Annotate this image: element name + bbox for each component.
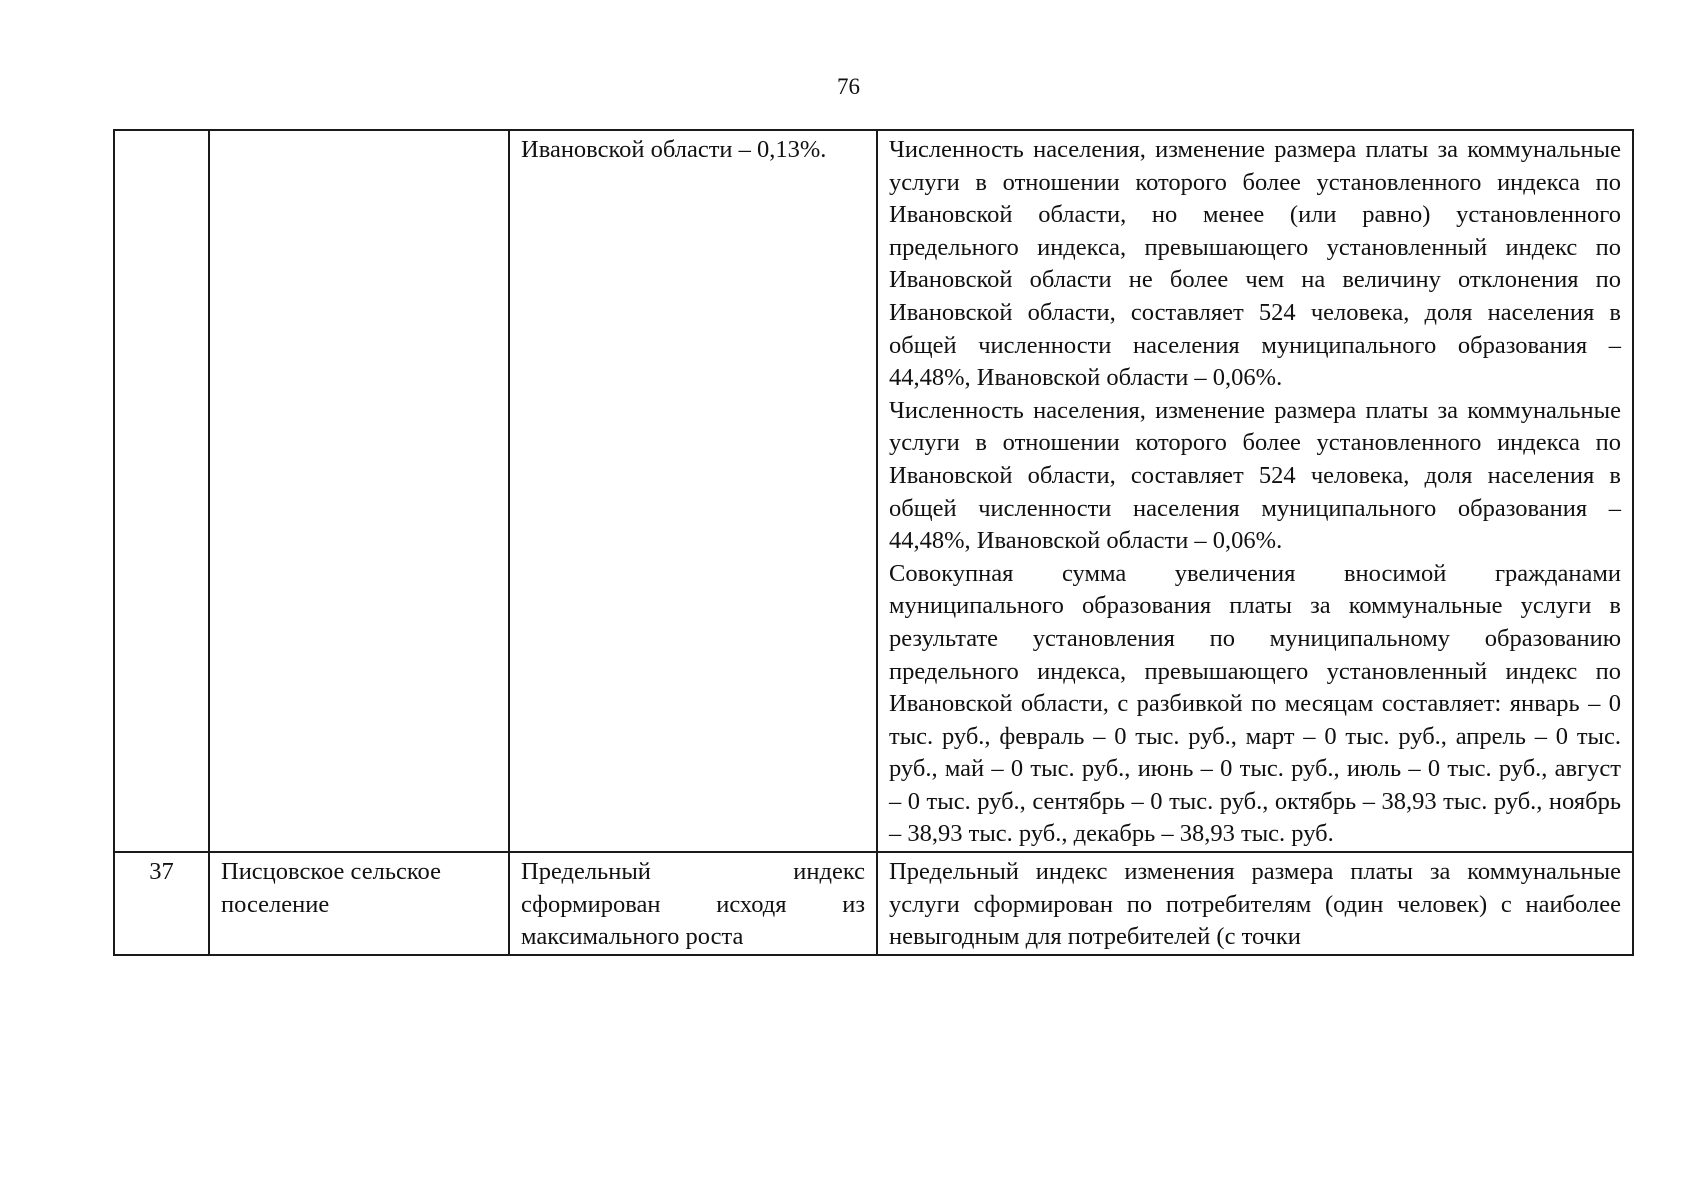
row-number-cell: 37 [114,852,209,955]
basis-text: Ивановской области – 0,13%. [521,136,827,163]
details-cell [877,130,1633,852]
table-row [114,852,1633,955]
details-paragraph: Совокупная сумма увеличения вносимой гражданами муниципального образования платы за коммунальные услуги в результате установления по муниципальному образованию предельного индекса, превышающего установленный индекс по Ивановской области, с разбивкой по месяцам составляет: январь – 0 тыс. руб., февраль – 0 тыс. руб., март – 0 тыс. руб., апрель – 0 тыс. руб., май – 0 тыс. руб., июнь – 0 тыс. руб., июль – 0 тыс. руб., август – 0 тыс. руб., сентябрь – 0 тыс. руб., октябрь – 38,93 тыс. руб., ноябрь – 38,93 тыс. руб., декабрь – 38,93 тыс. руб. [889,559,1621,848]
details-cell [877,852,1633,955]
data-table [113,129,1634,956]
row-number-cell [114,130,209,852]
page-number: 76 [837,74,860,99]
details-paragraph: Предельный индекс изменения размера платы за коммунальные услуги сформирован по потребителям (один человек) с наиболее невыгодным для потребителей (с точки [889,858,1621,951]
municipality-cell [209,130,509,852]
details-paragraph: Численность населения, изменение размера платы за коммунальные услуги в отношении которого более установленного индекса по Ивановской области, составляет 524 человека, доля населения в общей численности населения муниципального образования – 44,48%, Ивановской области – 0,06%. [889,396,1621,555]
basis-cell [509,852,877,955]
details-paragraph: Численность населения, изменение размера платы за коммунальные услуги в отношении которого более установленного индекса по Ивановской области, но менее (или равно) установленного предельного индекса, превышающего установленный индекс по Ивановской области не более чем на величину отклонения по Ивановской области, составляет 524 человека, доля населения в общей численности населения муниципального образования – 44,48%, Ивановской области – 0,06%. [889,136,1621,392]
table-row [114,130,1633,852]
basis-text: Предельный индекс сформирован исходя из максимального роста [521,858,865,951]
municipality-name: Писцовское сельское поселение [221,858,441,918]
basis-cell [509,130,877,852]
municipality-cell [209,852,509,955]
